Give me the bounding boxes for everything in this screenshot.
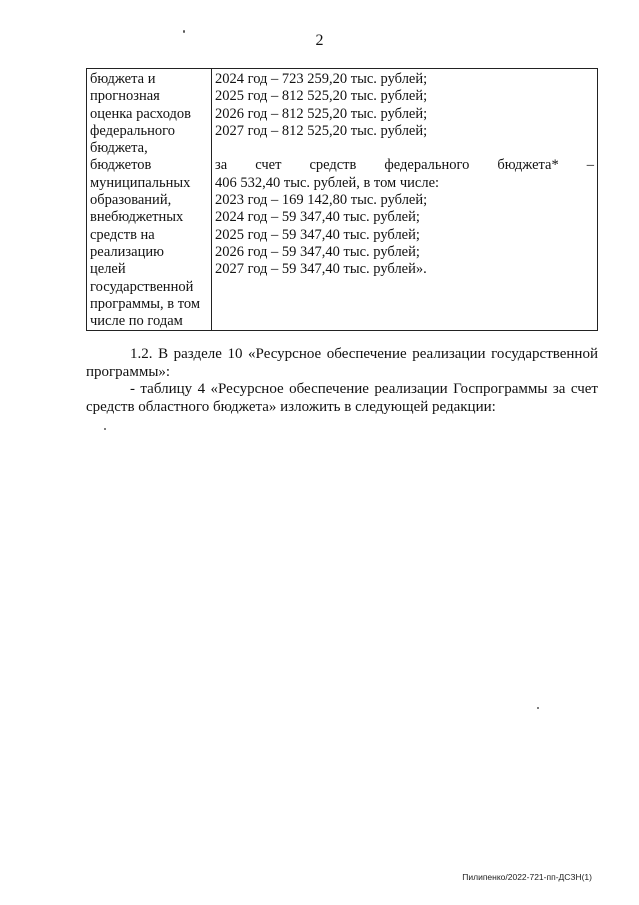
- label-line: прогнозная: [90, 88, 160, 105]
- paragraph-line: средств областного бюджета» изложить в следующей редакции:: [86, 399, 496, 415]
- value-line: 406 532,40 тыс. рублей, в том числе:: [215, 174, 440, 191]
- table-row: [87, 69, 598, 331]
- value-line: 2027 год – 812 525,20 тыс. рублей;: [215, 122, 428, 139]
- label-line: целей: [90, 261, 126, 278]
- value-line: 2027 год – 59 347,40 тыс. рублей».: [215, 261, 427, 278]
- page-number: 2: [315, 32, 324, 49]
- label-line: бюджета,: [90, 140, 148, 157]
- table-cell-label: [87, 69, 212, 331]
- label-line: государственной: [90, 278, 194, 295]
- value-line: 2026 год – 59 347,40 тыс. рублей;: [215, 243, 420, 260]
- value-line: 2025 год – 812 525,20 тыс. рублей;: [215, 88, 428, 105]
- scan-speck: [183, 30, 185, 33]
- label-line: образований,: [90, 192, 172, 209]
- federal-budget-heading: за счет средств федерального бюджета* –: [215, 157, 594, 174]
- label-line: бюджета и: [90, 71, 156, 87]
- label-line: средств на: [90, 226, 155, 243]
- value-line: 2026 год – 812 525,20 тыс. рублей;: [215, 105, 428, 122]
- label-line: бюджетов: [90, 157, 152, 174]
- label-line: федерального: [90, 122, 175, 139]
- scan-speck: [537, 707, 539, 709]
- label-line: числе по годам: [90, 313, 183, 330]
- section-10-paragraph: [86, 345, 598, 381]
- label-line: внебюджетных: [90, 209, 184, 226]
- value-line: 2024 год – 723 259,20 тыс. рублей;: [215, 71, 428, 87]
- label-line: оценка расходов: [90, 105, 192, 122]
- document-reference: Пилипенко/2022-721-пп-ДСЗН(1): [462, 872, 592, 882]
- blank-line: [215, 140, 594, 157]
- value-line: 2025 год – 59 347,40 тыс. рублей;: [215, 226, 420, 243]
- label-line: программы, в том: [90, 295, 201, 312]
- paragraph-line: программы»:: [86, 364, 171, 380]
- scan-speck: [104, 428, 106, 430]
- resource-table: [86, 68, 598, 331]
- paragraph-line: 1.2. В разделе 10 «Ресурсное обеспечение реализации государственной: [130, 346, 598, 362]
- table-4-paragraph: [86, 380, 598, 416]
- table-cell-values: [212, 69, 598, 331]
- label-line: реализацию: [90, 243, 164, 260]
- paragraph-line: - таблицу 4 «Ресурсное обеспечение реализации Госпрограммы за счет: [130, 381, 598, 397]
- value-line: 2024 год – 59 347,40 тыс. рублей;: [215, 209, 420, 226]
- label-line: муниципальных: [90, 174, 191, 191]
- value-line: 2023 год – 169 142,80 тыс. рублей;: [215, 192, 428, 209]
